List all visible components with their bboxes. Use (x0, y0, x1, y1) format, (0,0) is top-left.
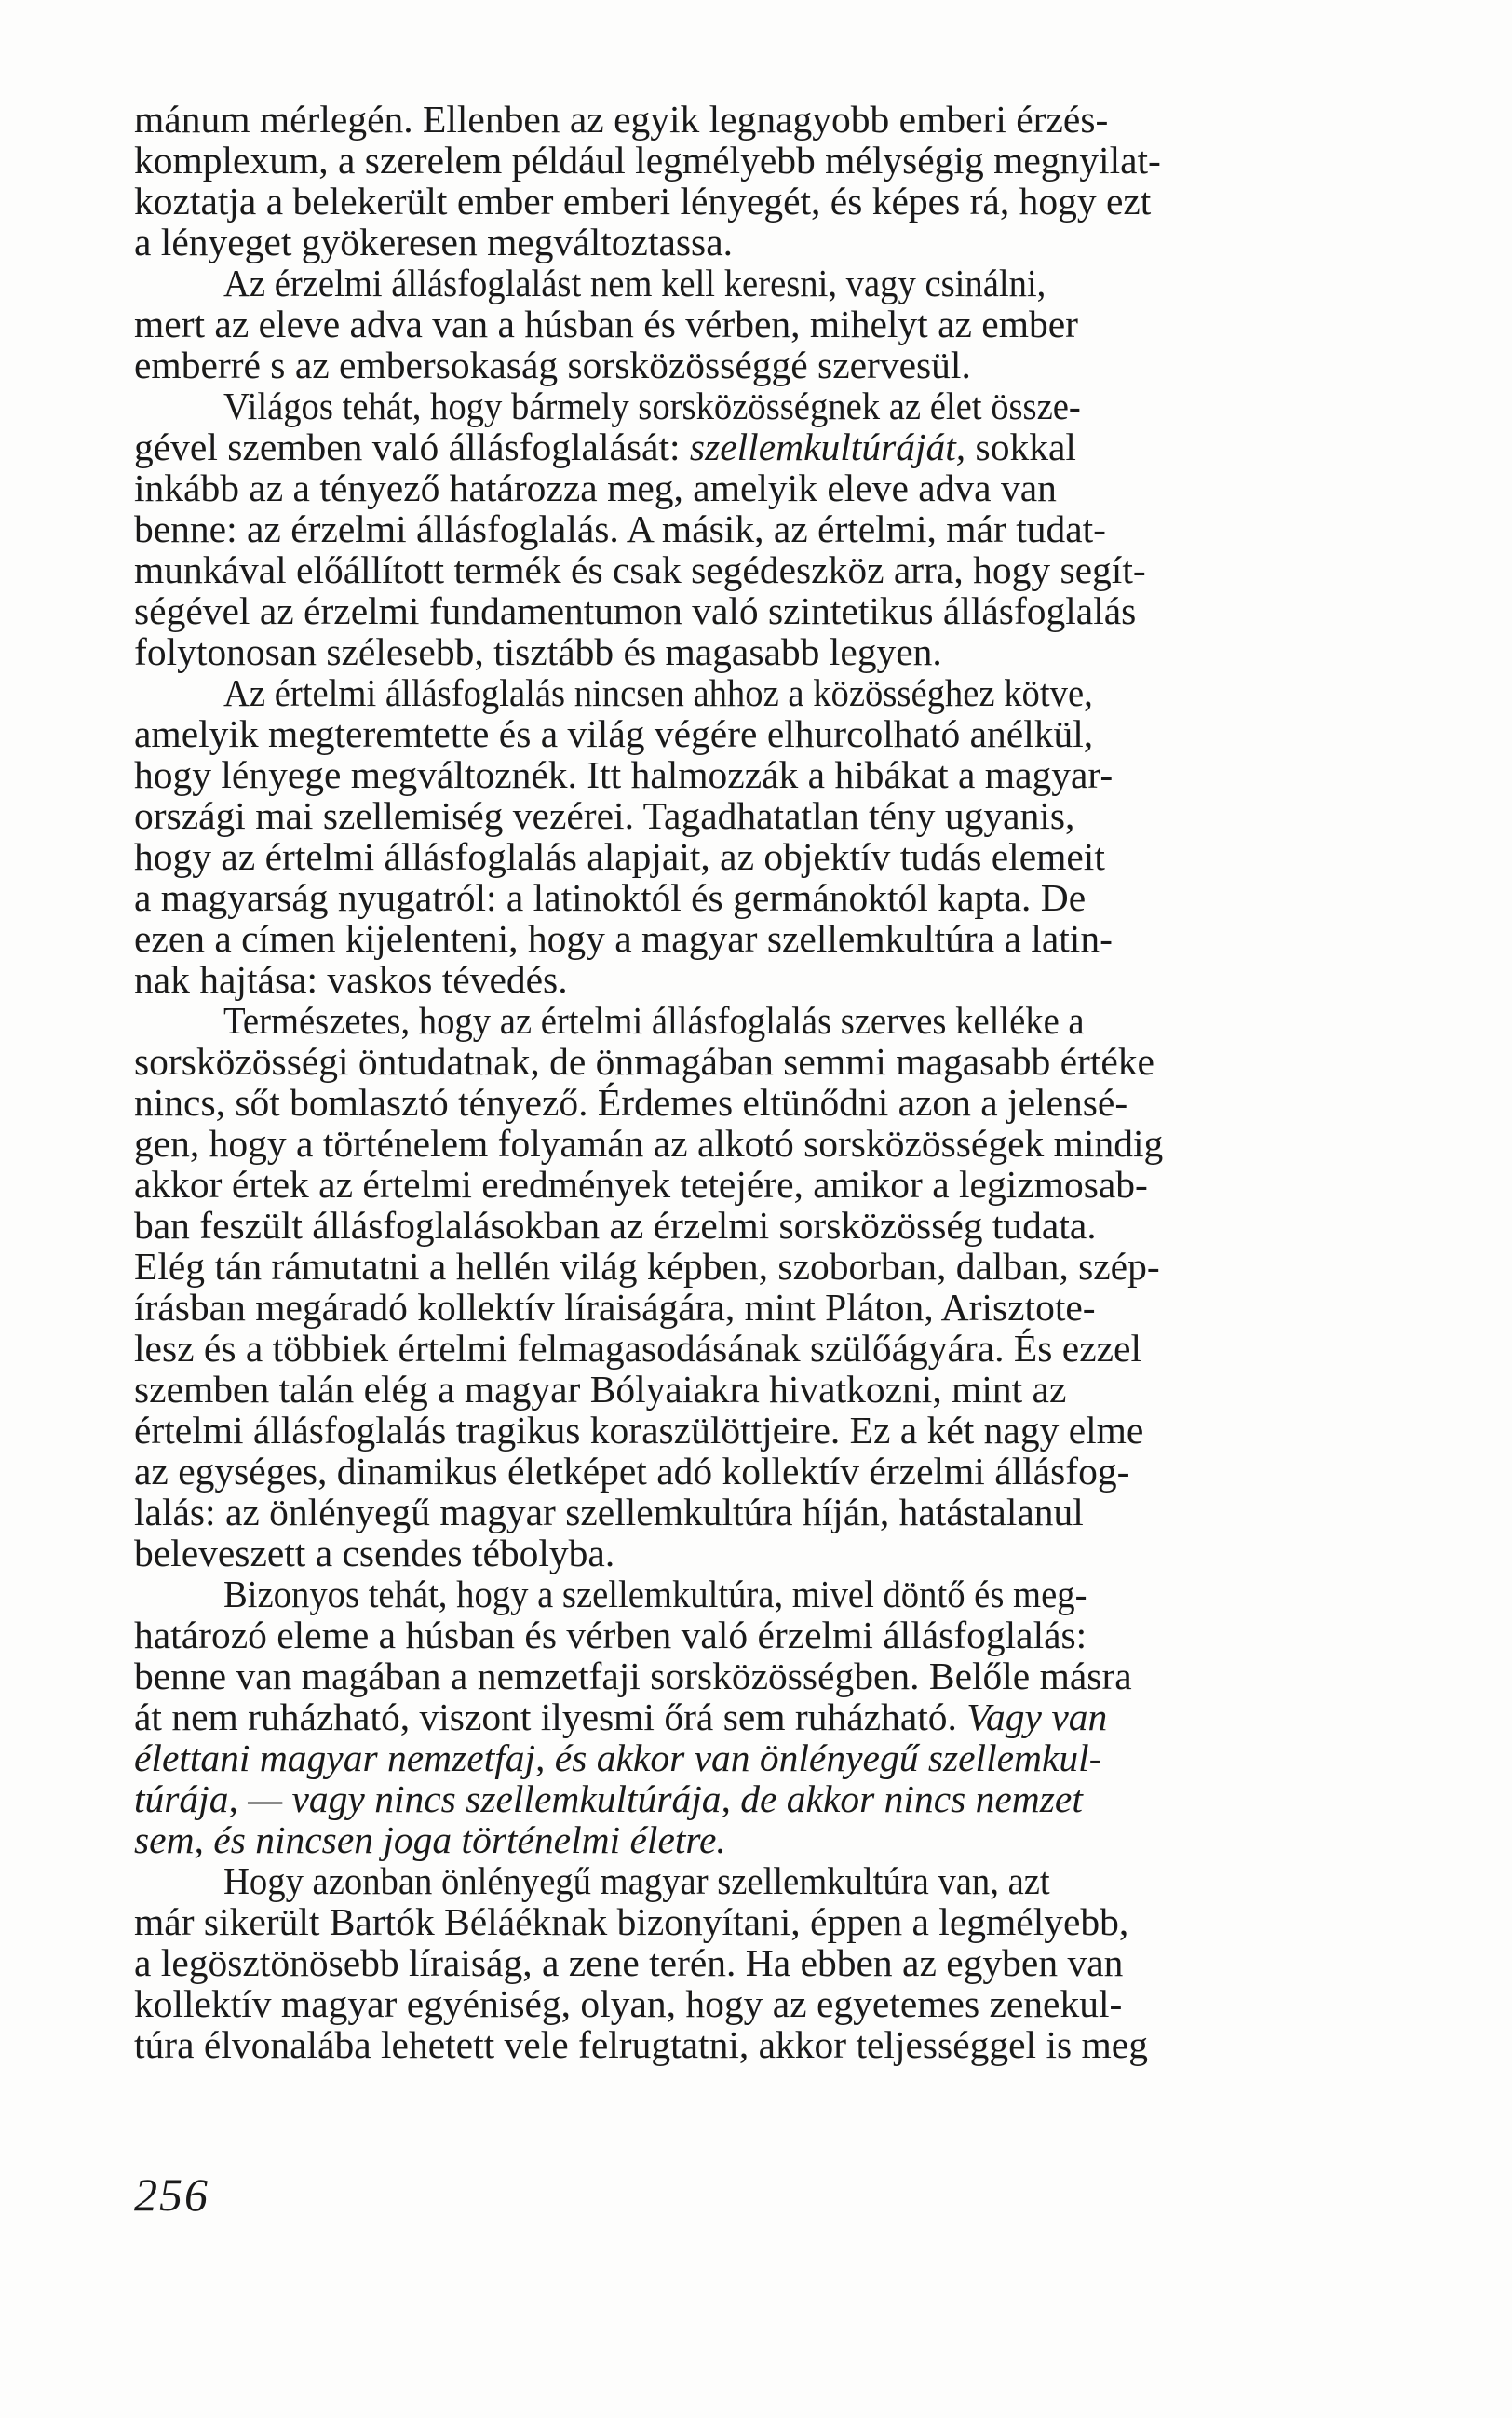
text-line: sem, és nincsen joga történelmi életre. (134, 1818, 726, 1861)
text-line: Az értelmi állásfoglalás nincsen ahhoz a közösséghez kötve, (223, 671, 1093, 714)
text-line: gen, hogy a történelem folyamán az alkotó sorsközösségek mindig (134, 1122, 1164, 1165)
text-line: élettani magyar nemzetfaj, és akkor van önlényegű szellemkul- (134, 1736, 1102, 1779)
text-line: írásban megáradó kollektív líraiságára, mint Pláton, Arisztote- (134, 1286, 1096, 1329)
text-line: hogy az értelmi állásfoglalás alapjait, az objektív tudás elemeit (134, 835, 1105, 878)
text-line: benne van magában a nemzetfaji sorsközösségben. Belőle másra (134, 1655, 1132, 1697)
text-segment: át nem ruházható, viszont ilyesmi őrá sem ruházható. (134, 1695, 967, 1738)
emphasis-text: szellemkultúráját, (689, 426, 966, 468)
text-line: amelyik megteremtette és a világ végére elhurcolható anélkül, (134, 712, 1094, 755)
text-line: ban feszült állásfoglalásokban az érzelmi sorsközösség tudata. (134, 1204, 1097, 1247)
text-line: komplexum, a szerelem például legmélyebb mélységig megnyilat- (134, 139, 1161, 182)
text-line: folytonosan szélesebb, tisztább és magasabb legyen. (134, 630, 942, 673)
text-line: mert az eleve adva van a húsban és vérben, mihelyt az ember (134, 303, 1078, 345)
text-line: Világos tehát, hogy bármely sorsközösségnek az élet össze- (223, 385, 1081, 427)
text-line: kollektív magyar egyéniség, olyan, hogy az egyetemes zenekul- (134, 1982, 1123, 2025)
page-number: 256 (134, 2168, 209, 2221)
text-line: beleveszett a csendes tébolyba. (134, 1532, 615, 1574)
emphasis-text: Vagy van (966, 1695, 1108, 1738)
text-line: akkor értek az értelmi eredmények tetejére, amikor a legizmosab- (134, 1163, 1148, 1206)
text-line: Természetes, hogy az értelmi állásfoglalás szerves kelléke a (223, 999, 1085, 1042)
text-line: Bizonyos tehát, hogy a szellemkultúra, mivel döntő és meg- (223, 1573, 1087, 1615)
text-line: szemben talán elég a magyar Bólyaiakra hivatkozni, mint az (134, 1368, 1067, 1411)
text-line: Az érzelmi állásfoglalást nem kell keresni, vagy csinálni, (223, 262, 1046, 304)
text-line: Elég tán rámutatni a hellén világ képben, szoborban, dalban, szép- (134, 1245, 1160, 1288)
text-line: határozó eleme a húsban és vérben való érzelmi állásfoglalás: (134, 1614, 1087, 1656)
text-line (134, 424, 1438, 470)
text-line: inkább az a tényező határozza meg, amelyik eleve adva van (134, 466, 1057, 509)
text-line: sorsközösségi öntudatnak, de önmagában semmi magasabb értéke (134, 1040, 1154, 1083)
text-line: munkával előállított termék és csak segédeszköz arra, hogy segít- (134, 548, 1146, 591)
text-line: lalás: az önlényegű magyar szellemkultúra híján, hatástalanul (134, 1491, 1084, 1533)
text-line: nincs, sőt bomlasztó tényező. Érdemes eltünődni azon a jelensé- (134, 1081, 1128, 1124)
text-segment: gével szemben való állásfoglalását: (134, 426, 690, 468)
text-line: már sikerült Bartók Béláéknak bizonyítani, éppen a legmélyebb, (134, 1900, 1129, 1943)
text-line: benne: az érzelmi állásfoglalás. A másik, az értelmi, már tudat- (134, 507, 1107, 550)
text-line: hogy lényege megváltoznék. Itt halmozzák a hibákat a magyar- (134, 753, 1114, 796)
text-line: koztatja a belekerült ember emberi lényegét, és képes rá, hogy ezt (134, 180, 1152, 223)
text-line: a legösztönösebb líraiság, a zene terén. Ha ebben az egyben van (134, 1941, 1124, 1984)
text-line: mánum mérlegén. Ellenben az egyik legnagyobb emberi érzés- (134, 98, 1109, 141)
text-line: emberré s az embersokaság sorsközösséggé szervesül. (134, 344, 971, 386)
text-line: túra élvonalába lehetett vele felrugtatni, akkor teljességgel is meg (134, 2023, 1148, 2066)
text-line: lesz és a többiek értelmi felmagasodásának szülőágyára. És ezzel (134, 1327, 1141, 1370)
text-line: nak hajtása: vaskos tévedés. (134, 958, 568, 1001)
text-line: az egységes, dinamikus életképet adó kollektív érzelmi állásfog- (134, 1450, 1130, 1493)
text-line: értelmi állásfoglalás tragikus koraszülöttjeire. Ez a két nagy elme (134, 1409, 1144, 1452)
text-segment: sokkal (965, 426, 1076, 468)
text-line: Hogy azonban önlényegű magyar szellemkultúra van, azt (223, 1859, 1050, 1902)
text-line: országi mai szellemiség vezérei. Tagadhatatlan tény ugyanis, (134, 794, 1075, 837)
text-line: ezen a címen kijelenteni, hogy a magyar szellemkultúra a latin- (134, 917, 1113, 960)
text-line (134, 1694, 1438, 1740)
text-line: a magyarság nyugatról: a latinoktól és germánoktól kapta. De (134, 876, 1087, 919)
text-line: ségével az érzelmi fundamentumon való szintetikus állásfoglalás (134, 589, 1137, 632)
text-line: a lényeget gyökeresen megváltoztassa. (134, 221, 733, 263)
text-line: túrája, — vagy nincs szellemkultúrája, de akkor nincs nemzet (134, 1777, 1083, 1820)
